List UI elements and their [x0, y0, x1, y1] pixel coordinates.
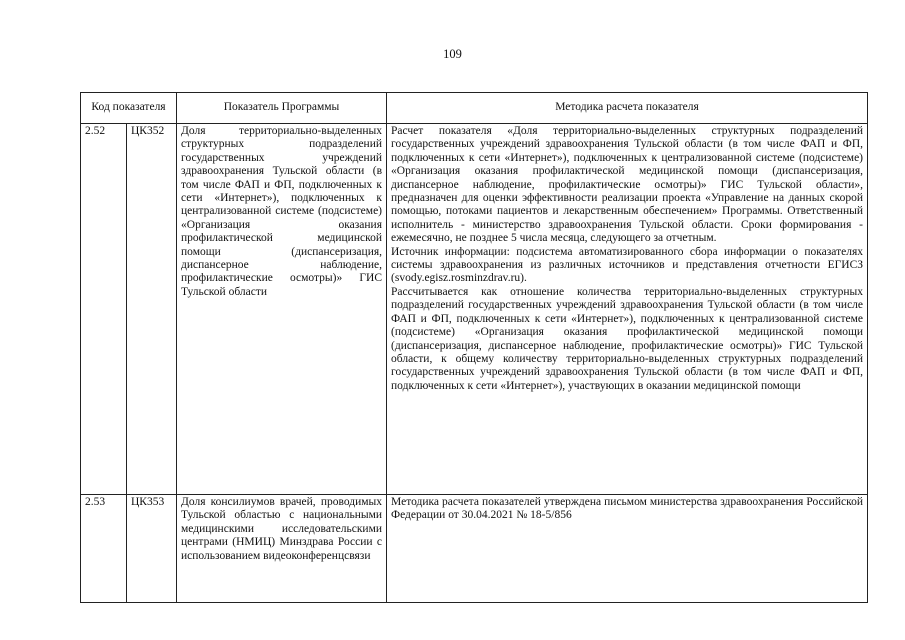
row-number: 2.52: [81, 124, 127, 495]
indicators-table: [80, 92, 868, 603]
header-method: Методика расчета показателя: [387, 93, 868, 124]
method-paragraph: Рассчитывается как отношение количества территориально-выделенных структурных подразделений государственных учреждений здравоохранения Тульской области (в том числе ФАП и ФП, подключенных к сети «Интернет»), подключенных к централизованной системе (подсистеме) «Организация оказания профилактической медицинской помощи (диспансеризация, диспансерное наблюдение, профилактические осмотры)» ГИС Тульской области, к общему количеству территориально-выделенных структурных подразделений государственных учреждений здравоохранения Тульской области (в том числе ФАП и ФП, подключенных к сети «Интернет»), участвующих в оказании медицинской помощи: [391, 285, 864, 392]
method-paragraph: Расчет показателя «Доля территориально-выделенных структурных подразделений государственных учреждений здравоохранения Тульской области (в том числе ФАП и ФП, подключенных к сети «Интернет»), подключенных к централизованной системе (подсистеме) «Организация оказания профилактической медицинской помощи (диспансеризация, диспансерное наблюдение, профилактические осмотры)» ГИС Тульской области», предназначен для оценки эффективности реализации проекта «Управление на данных скорой помощью, потоками пациентов и лекарственным обеспечением» Программы. Ответственный исполнитель - министерство здравоохранения Тульской области. Сроки формирования - ежемесячно, не позднее 5 числа месяца, следующего за отчетным.: [391, 125, 864, 245]
row-indicator: Доля консилиумов врачей, проводимых Тульской областью с национальными медицинскими исследовательскими центрами (НМИЦ) Минздрава России с использованием видеоконференцсвязи: [177, 495, 387, 603]
row-indicator: Доля территориально-выделенных структурных подразделений государственных учреждений здравоохранения Тульской области (в том числе ФАП и ФП, подключенных к сети «Интернет»), подключенных к централизованной системе (подсистеме) «Организация оказания профилактической медицинской помощи (диспансеризация, диспансерное наблюдение, профилактические осмотры)» ГИС Тульской области: [177, 124, 387, 495]
row-number: 2.53: [81, 495, 127, 603]
row-code: ЦК352: [127, 124, 177, 495]
row-code: ЦК353: [127, 495, 177, 603]
header-indicator: Показатель Программы: [177, 93, 387, 124]
method-paragraph: Методика расчета показателей утверждена письмом министерства здравоохранения Российской Федерации от 30.04.2021 № 18-5/856: [391, 496, 864, 522]
method-paragraph: Источник информации: подсистема автоматизированного сбора информации о показателях системы здравоохранения из различных источников и представления отчетности ЕГИСЗ (svody.egisz.rosminzdrav.ru).: [391, 245, 864, 285]
header-code: Код показателя: [81, 93, 177, 124]
table-row: [81, 124, 868, 495]
row-method: [387, 124, 868, 495]
table-header-row: [81, 93, 868, 124]
table-row: [81, 495, 868, 603]
page-number: 109: [443, 47, 462, 61]
row-method: [387, 495, 868, 603]
